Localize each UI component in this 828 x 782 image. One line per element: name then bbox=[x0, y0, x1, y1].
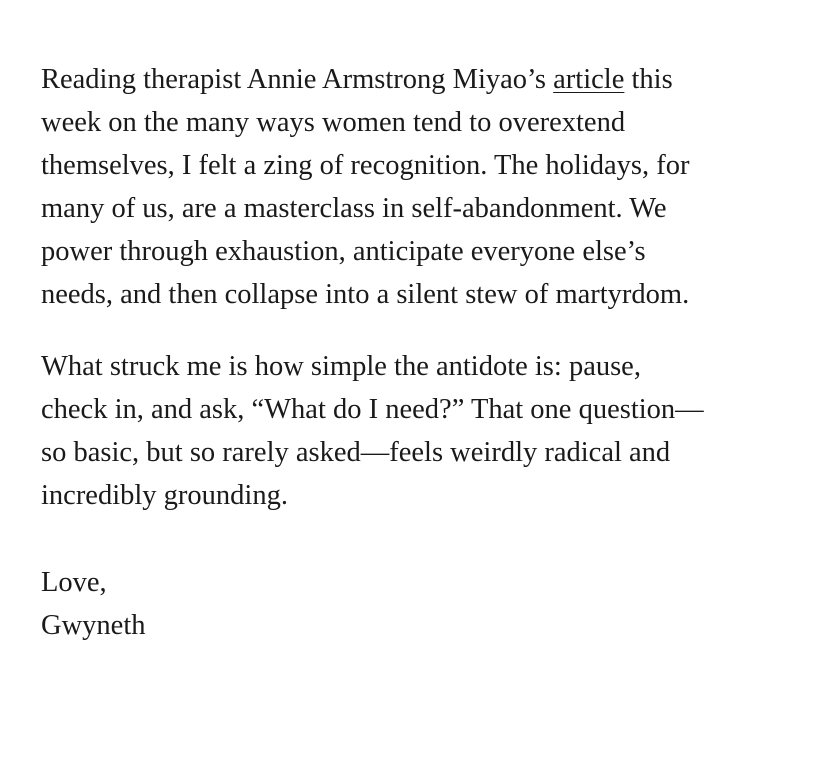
closing: Love, bbox=[41, 567, 107, 598]
signature-name: Gwyneth bbox=[41, 610, 146, 641]
letter-body bbox=[41, 58, 704, 647]
text-line: themselves, I felt a zing of recognition. The holidays, for bbox=[41, 150, 690, 181]
paragraph-2 bbox=[41, 345, 704, 517]
text-line: so basic, but so rarely asked—feels weirdly radical and bbox=[41, 437, 671, 468]
text-line: incredibly grounding. bbox=[41, 480, 288, 511]
text-segment: this bbox=[624, 64, 673, 95]
text-line bbox=[41, 58, 704, 101]
paragraph-1 bbox=[41, 58, 704, 316]
text-line: What struck me is how simple the antidote is: pause, bbox=[41, 351, 641, 382]
text-line: power through exhaustion, anticipate everyone else’s bbox=[41, 236, 646, 267]
text-segment: Reading therapist Annie Armstrong Miyao’s bbox=[41, 64, 554, 95]
text-line: needs, and then collapse into a silent stew of martyrdom. bbox=[41, 279, 690, 310]
signoff bbox=[41, 561, 704, 647]
article-link[interactable]: article bbox=[553, 64, 625, 95]
text-line: week on the many ways women tend to overextend bbox=[41, 107, 626, 138]
text-line: many of us, are a masterclass in self-abandonment. We bbox=[41, 193, 667, 224]
text-line: check in, and ask, “What do I need?” That one question— bbox=[41, 394, 704, 425]
